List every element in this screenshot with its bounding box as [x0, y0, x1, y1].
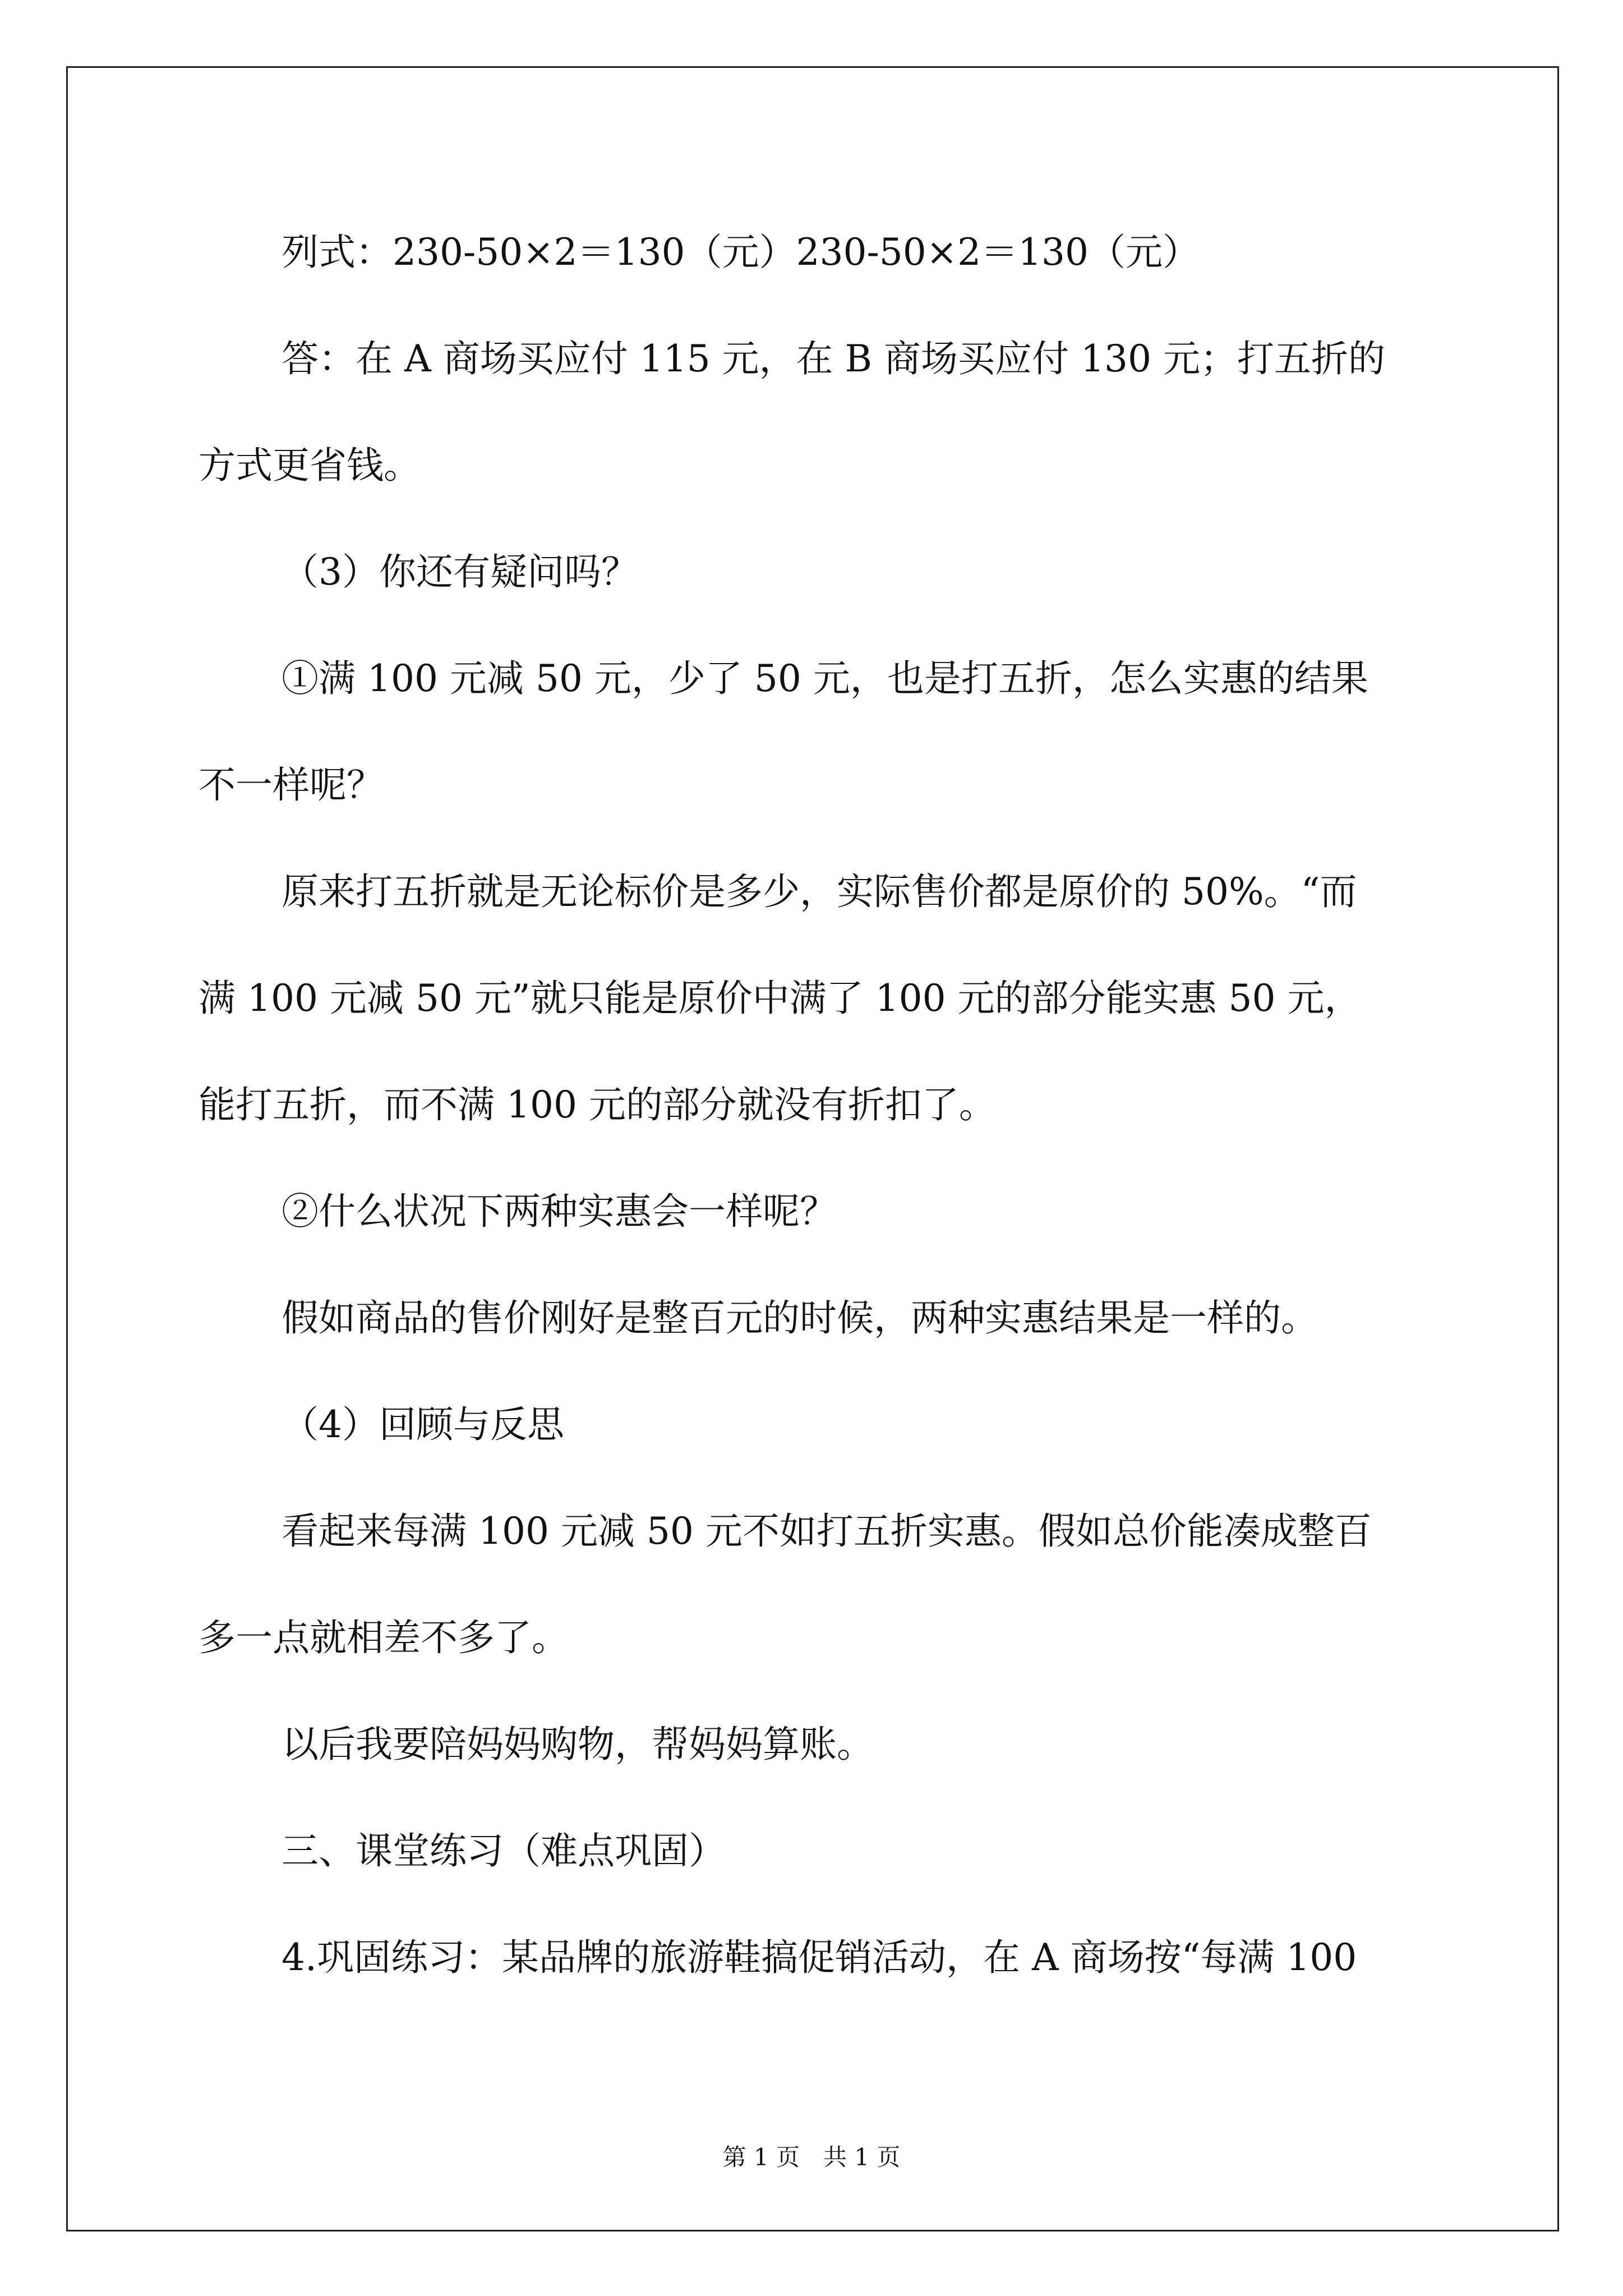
paragraph-line: 不一样呢？ [199, 763, 384, 807]
paragraph-line: 答：在 A 商场买应付 115 元，在 B 商场买应付 130 元；打五折的 [282, 337, 1385, 380]
paragraph-line: 4.巩固练习：某品牌的旅游鞋搞促销活动，在 A 商场按“每满 100 [282, 1936, 1357, 1979]
section-heading: 三、课堂练习（难点巩固） [282, 1829, 726, 1872]
paragraph-line: 看起来每满 100 元减 50 元不如打五折实惠。假如总价能凑成整百 [282, 1510, 1372, 1553]
paragraph-line: ①满 100 元减 50 元，少了 50 元，也是打五折，怎么实惠的结果 [282, 657, 1368, 700]
paragraph-line: 原来打五折就是无论标价是多少，实际售价都是原价的 50%。“而 [282, 870, 1357, 913]
paragraph-line: （4）回顾与反思 [282, 1403, 564, 1446]
paragraph-line: 能打五折，而不满 100 元的部分就没有折扣了。 [199, 1083, 996, 1126]
page-footer: 第 1 页 共 1 页 [722, 2143, 901, 2171]
paragraph-line: 以后我要陪妈妈购物，帮妈妈算账。 [282, 1723, 874, 1766]
paragraph-line: ②什么状况下两种实惠会一样呢？ [282, 1190, 837, 1233]
paragraph-line: 列式：230-50×2＝130（元）230-50×2＝130（元） [282, 231, 1200, 274]
page-border [66, 66, 1559, 2231]
paragraph-line: （3）你还有疑问吗？ [282, 550, 638, 593]
paragraph-line: 多一点就相差不多了。 [199, 1616, 569, 1659]
paragraph-line: 满 100 元减 50 元”就只能是原价中满了 100 元的部分能实惠 50 元， [199, 977, 1362, 1020]
paragraph-line: 方式更省钱。 [199, 444, 421, 487]
paragraph-line: 假如商品的售价刚好是整百元的时候，两种实惠结果是一样的。 [282, 1296, 1318, 1340]
